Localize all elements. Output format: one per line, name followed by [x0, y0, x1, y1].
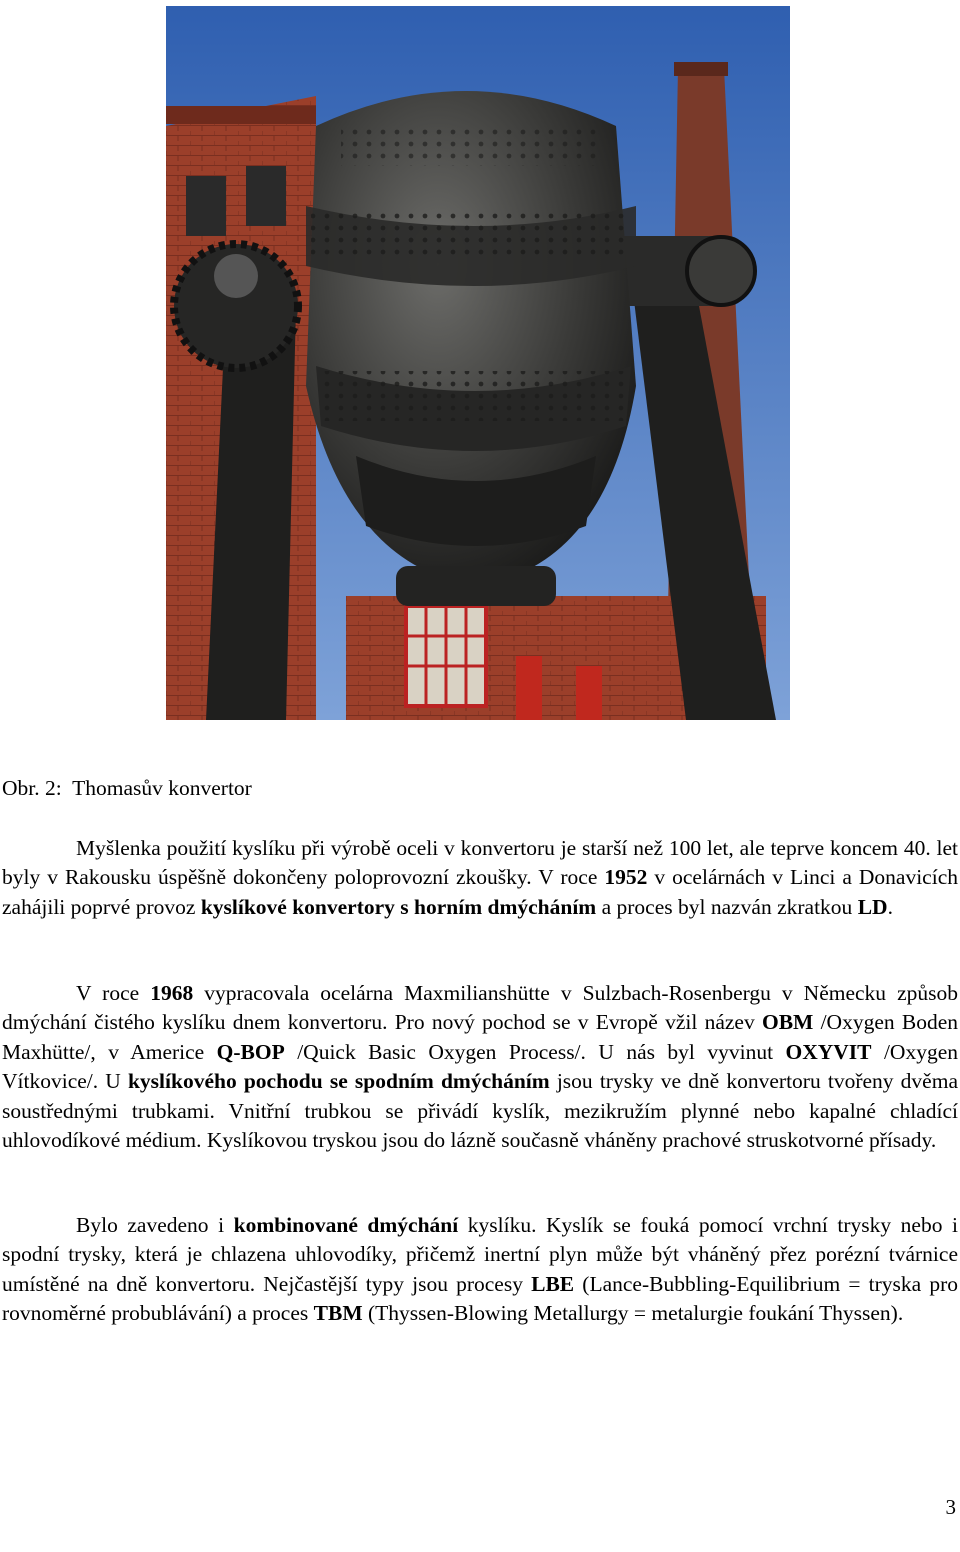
text-run: jsou trysky ve dně konvertoru tvořeny dvěma soustřednými trubkami. Vnitřní trubkou se přivádí kyslík, mezikružím plynné nebo kapalné chladící uhlovodíkové médium. Kyslíkovou tryskou jsou do lázně současně vháněny prachové struskotvorné přísady. — [2, 1069, 958, 1153]
text-run: Bylo zavedeno i — [76, 1213, 234, 1237]
paragraph-ld-process — [2, 834, 958, 922]
text-run: TBM — [313, 1301, 363, 1326]
page-number: 3 — [945, 1495, 956, 1519]
figure-photo-thomas-converter — [166, 6, 790, 720]
figure-caption — [2, 776, 252, 801]
text-run: LD — [857, 894, 888, 919]
text-run: kyslíkové konvertory s horním dmýcháním — [200, 894, 597, 919]
text-run: kyslíkového pochodu se spodním dmýcháním — [127, 1069, 550, 1094]
text-run: LBE — [531, 1271, 575, 1296]
text-run: (Thyssen-Blowing Metallurgy = metalurgie foukání Thyssen). — [362, 1301, 904, 1326]
caption-text: Thomasův konvertor — [72, 776, 252, 800]
text-run: vypracovala ocelárna Maxmilianshütte v Sulzbach-Rosenbergu v Německu způsob dmýchání čistého kyslíku dnem konvertoru. Pro nový pochod se v Evropě vžil název — [2, 981, 958, 1035]
text-run: OBM — [761, 1010, 814, 1035]
text-run: 1952 — [604, 865, 648, 890]
text-run: . — [887, 894, 893, 919]
text-run: Myšlenka použití kyslíku při výrobě oceli v konvertoru je starší než 100 let, ale teprve koncem 40. let byly v Rakousku úspěšně dokončeny poloprovozní zkoušky. V roce — [2, 836, 958, 890]
converter-illustration — [166, 6, 790, 720]
text-run: (Lance-Bubbling-Equilibrium = tryska pro rovnoměrné probublávání) a proces — [2, 1271, 958, 1326]
text-run: /Oxygen Vítkovice/. U — [2, 1039, 958, 1094]
text-run: a proces byl nazván zkratkou — [596, 894, 858, 919]
text-run: /Oxygen Boden Maxhütte/, v Americe — [2, 1010, 958, 1064]
text-run: V roce — [76, 981, 151, 1005]
text-run: kyslíku. Kyslík se fouká pomocí vrchní trysky nebo i spodní trysky, která je chlazena uhlovodíky, přičemž inertní plyn může být vháněný přez porézní tvárnice umístěné na dně konvertoru. Nejčastější typy jsou procesy — [2, 1213, 958, 1296]
text-run: v ocelárnách v Linci a Donavicích zahájili poprvé provoz — [2, 865, 958, 919]
text-run: kombinované dmýchání — [233, 1213, 459, 1237]
text-run: Q-BOP — [216, 1039, 285, 1064]
text-run: OXYVIT — [785, 1039, 872, 1064]
paragraph-obm-process — [2, 979, 958, 1155]
text-run: 1968 — [150, 981, 194, 1005]
paragraph-combined-blowing — [2, 1211, 958, 1329]
caption-label: Obr. 2: — [2, 776, 62, 800]
text-run: /Quick Basic Oxygen Process/. U nás byl vyvinut — [284, 1039, 786, 1064]
